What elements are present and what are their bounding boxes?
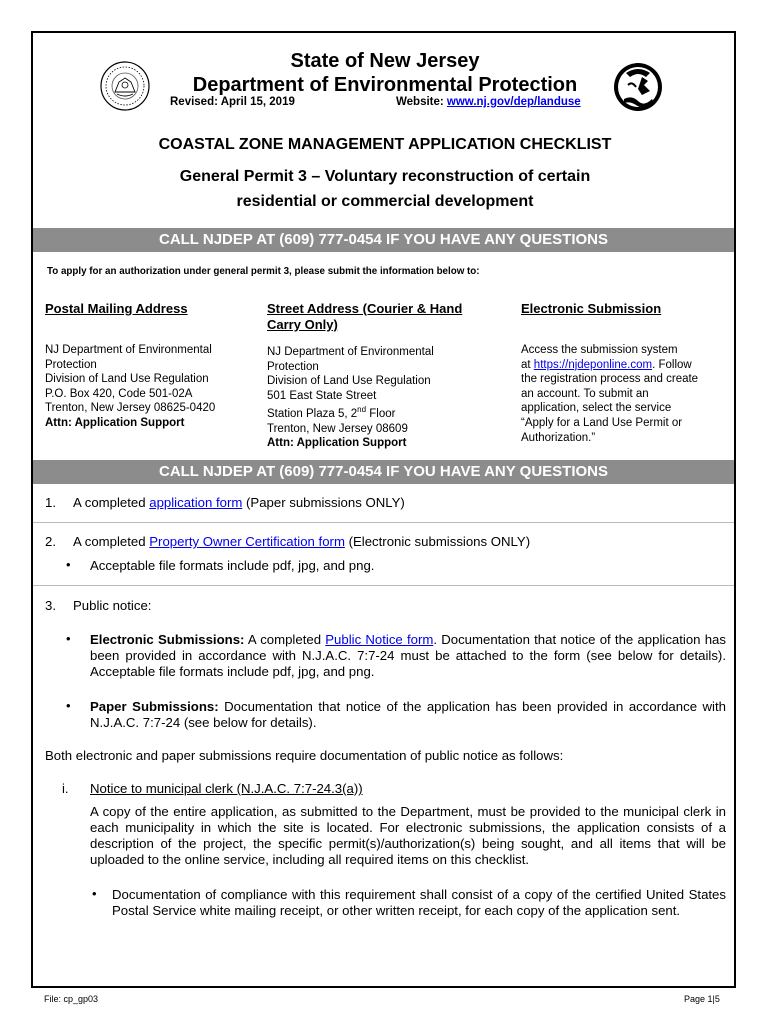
electronic-line: Authorization.”	[521, 431, 596, 444]
postal-line: Protection	[45, 358, 97, 371]
electronic-line: “Apply for a Land Use Permit or	[521, 416, 683, 429]
item-2-number: 2.	[45, 534, 56, 549]
postal-line: Trenton, New Jersey 08625-0420	[45, 402, 216, 415]
street-attn: Attn: Application Support	[267, 437, 407, 450]
link-pre: at	[521, 358, 534, 371]
website-label: Website:	[396, 96, 444, 108]
electronic-heading: Electronic Submission	[521, 301, 662, 316]
paper-text: Documentation that notice of the application has been provided in accordance with N.J.A.C. 7:7-24 (see below for details).	[90, 699, 726, 730]
paper-submissions-paragraph	[90, 699, 726, 731]
bullet-icon: •	[66, 631, 71, 646]
postal-line: NJ Department of Environmental	[45, 344, 212, 356]
bullet-icon: •	[92, 886, 97, 901]
electronic-line: application, select the service	[521, 402, 672, 415]
item-i-bullet: Documentation of compliance with this requirement shall consist of a copy of the certified United States Postal Service white mailing receipt, or other written receipt, for each copy of the application sent.	[112, 887, 726, 918]
postal-line: P.O. Box 420, Code 501-02A	[45, 387, 193, 400]
divider	[33, 522, 734, 523]
street-line: NJ Department of Environmental	[267, 346, 434, 358]
divider	[33, 585, 734, 586]
permit-subtitle-2: residential or commercial development	[236, 193, 534, 210]
electronic-label: Electronic Submissions:	[90, 632, 245, 647]
permit-subtitle-1: General Permit 3 – Voluntary reconstruction of certain	[179, 168, 591, 185]
intro-text: To apply for an authorization under general permit 3, please submit the information below to:	[47, 266, 480, 277]
electronic-lines	[521, 343, 731, 445]
item-3: Public notice:	[73, 598, 152, 613]
property-owner-certification-link[interactable]: Property Owner Certification form	[149, 534, 345, 549]
bullet-icon: •	[66, 557, 71, 572]
postal-heading: Postal Mailing Address	[45, 301, 188, 316]
electronic-submissions-paragraph	[90, 632, 726, 680]
electronic-line: an account. To submit an	[521, 387, 649, 400]
item-2-post: (Electronic submissions ONLY)	[344, 534, 531, 549]
electronic-line: Access the submission system	[521, 344, 678, 356]
postal-attn: Attn: Application Support	[45, 416, 185, 429]
revised-date: Revised: April 15, 2019	[170, 96, 295, 108]
street-lines	[267, 345, 507, 451]
street-line: 501 East State Street	[267, 389, 377, 402]
street-line: Division of Land Use Regulation	[267, 375, 431, 388]
postal-line: Division of Land Use Regulation	[45, 373, 209, 386]
footer-page: Page 1|5	[684, 994, 720, 1004]
street-city: Trenton, New Jersey 08609	[267, 422, 408, 435]
item-1-post: (Paper submissions ONLY)	[242, 495, 405, 510]
electronic-submission-block	[521, 301, 731, 445]
electronic-link-line	[521, 358, 731, 373]
call-banner-second: CALL NJDEP AT (609) 777-0454 IF YOU HAVE ANY QUESTIONS	[33, 460, 734, 484]
department-title: Department of Environmental Protection	[192, 74, 578, 96]
website-line	[396, 96, 581, 108]
item-2-pre: A completed	[73, 534, 150, 549]
item-1-pre: A completed	[73, 495, 150, 510]
public-notice-form-link[interactable]: Public Notice form	[325, 632, 434, 647]
electronic-line: the registration process and create	[521, 373, 699, 386]
street-heading-line: Street Address (Courier & Hand	[267, 301, 463, 316]
item-i-paragraph: A copy of the entire application, as submitted to the Department, must be provided to the municipal clerk in each municipality in which the site is located. For electronic submissions, the application consists of a description of the project, the specific permit(s)/authorization(s) being sought, and all items that will be uploaded to the online service, including all required items on this checklist.	[90, 804, 726, 867]
application-form-link[interactable]: application form	[149, 495, 243, 510]
postal-address-block	[45, 301, 245, 431]
link-post: . Follow	[652, 358, 692, 371]
website-link[interactable]: www.nj.gov/dep/landuse	[446, 96, 581, 108]
station-end: Floor	[366, 408, 396, 421]
station-text: Station Plaza 5, 2	[267, 408, 358, 421]
street-address-block	[267, 301, 507, 451]
station-sup: nd	[357, 405, 367, 415]
item-2-bullet: Acceptable file formats include pdf, jpg, and png.	[90, 558, 375, 573]
elec-post: . Documentation that notice of the application has been provided in accordance with N.J.A.C. 7:7-24 must be attached to the form (see below for details). Acceptable file formats include pdf, jpg, and png.	[90, 632, 726, 679]
item-1	[73, 495, 405, 511]
street-line: Protection	[267, 360, 319, 373]
both-submissions-text: Both electronic and paper submissions require documentation of public notice as follows:	[45, 748, 564, 763]
paper-label: Paper Submissions:	[90, 699, 219, 714]
item-2	[73, 534, 530, 550]
postal-lines	[45, 343, 245, 431]
state-title: State of New Jersey	[290, 50, 480, 72]
item-i-heading: Notice to municipal clerk (N.J.A.C. 7:7-24.3(a))	[90, 781, 363, 796]
checklist-title: COASTAL ZONE MANAGEMENT APPLICATION CHECKLIST	[158, 136, 612, 153]
elec-pre: A completed	[244, 632, 326, 647]
footer-file: File: cp_gp03	[44, 994, 99, 1004]
street-heading-line: Carry Only)	[267, 317, 338, 332]
item-1-number: 1.	[45, 495, 56, 510]
item-i-number: i.	[62, 781, 69, 796]
street-station-line	[267, 403, 507, 421]
njdeponline-link[interactable]: https://njdeponline.com	[533, 358, 653, 371]
call-banner-top: CALL NJDEP AT (609) 777-0454 IF YOU HAVE ANY QUESTIONS	[33, 228, 734, 252]
item-3-number: 3.	[45, 598, 56, 613]
bullet-icon: •	[66, 698, 71, 713]
street-heading	[267, 301, 507, 333]
